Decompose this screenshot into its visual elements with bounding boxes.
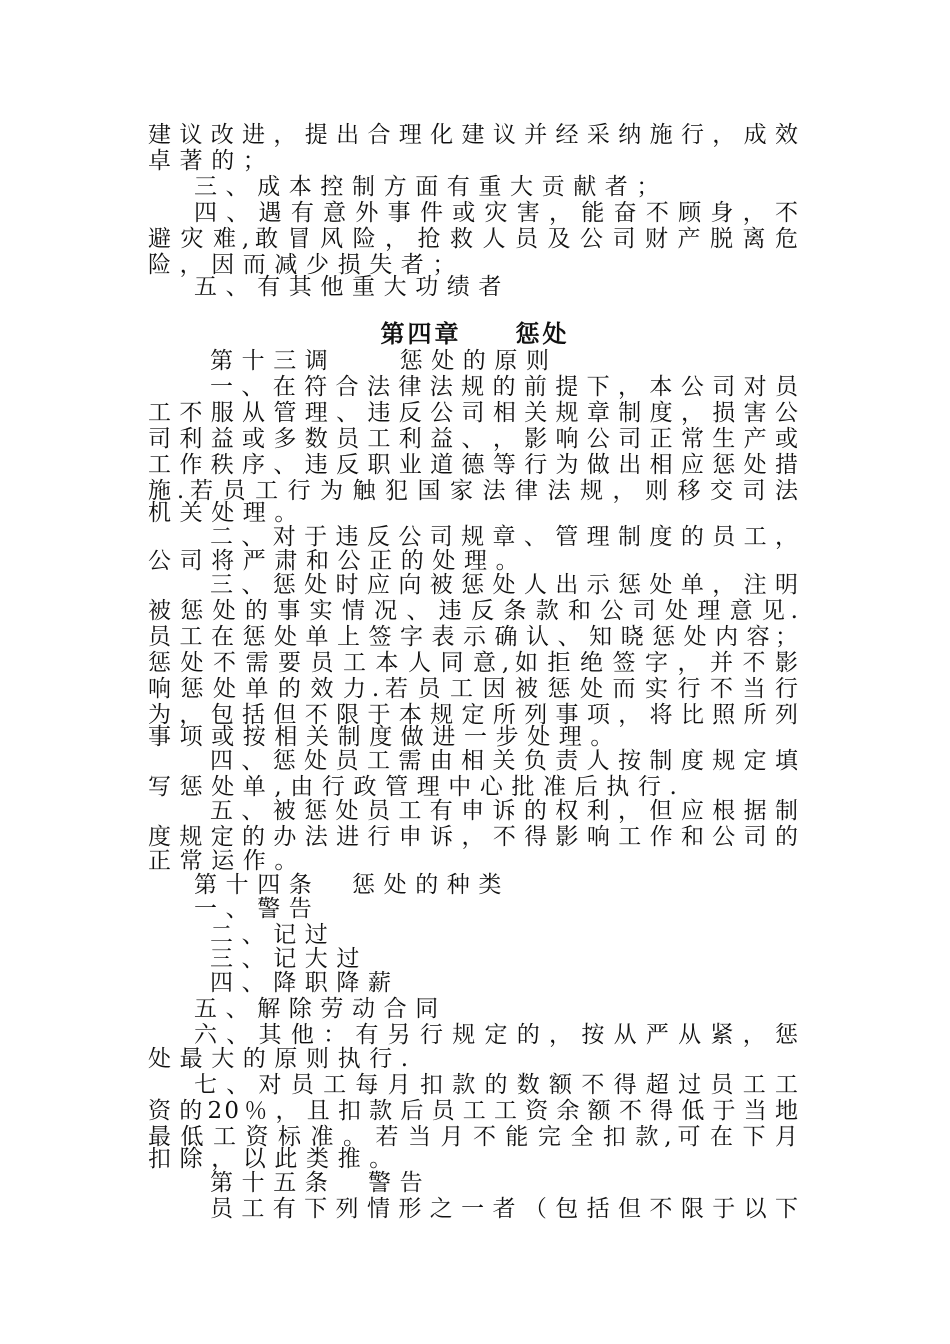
text-line: 公司将严肃和公正的处理。 <box>148 548 528 574</box>
list-item: 五、解除劳动合同 <box>194 996 447 1022</box>
list-item: 二、记过 <box>210 922 337 948</box>
text-line: 工 作 秩 序 、 违 反 职 业 道 德 等 行 为 做 出 相 应 惩 处 措 <box>148 452 798 478</box>
text-line: 资 的 2 0 ％ ， 且 扣 款 后 员 工 工 资 余 额 不 得 低 于 当 地 <box>148 1098 798 1124</box>
chapter-title: 第四章 惩处 <box>380 320 570 348</box>
text-line: 度 规 定 的 办 法 进 行 申 诉 ， 不 得 影 响 工 作 和 公 司 的 <box>148 824 798 850</box>
text-line: 扣除，以此类推。 <box>148 1146 401 1172</box>
text-line: 事项或按相关制度做进一步处理。 <box>148 724 622 750</box>
section-heading: 第十五条 警告 <box>210 1170 432 1196</box>
text-line: 机关处理。 <box>148 500 306 526</box>
text-line: 二 、 对 于 违 反 公 司 规 章 、 管 理 制 度 的 员 工 ， <box>210 524 798 550</box>
text-line: 正常运作。 <box>148 848 306 874</box>
text-line: 四 、 遇 有 意 外 事 件 或 灾 害 ， 能 奋 不 顾 身 ， 不 <box>194 200 798 226</box>
list-item: 三、记大过 <box>210 946 368 972</box>
text-line: 卓著的； <box>148 148 275 174</box>
text-line: 最 低 工 资 标 准 。 若 当 月 不 能 完 全 扣 款 , 可 在 下 月 <box>148 1124 798 1150</box>
list-item: 七 、 对 员 工 每 月 扣 款 的 数 额 不 得 超 过 员 工 工 <box>194 1072 798 1098</box>
list-item: 六 、 其 他 ： 有 另 行 规 定 的 ， 按 从 严 从 紧 ， 惩 <box>194 1022 798 1048</box>
text-line: 被 惩 处 的 事 实 情 况 、 违 反 条 款 和 公 司 处 理 意 见 . <box>148 598 798 624</box>
text-line: 处最大的原则执行. <box>148 1046 417 1072</box>
text-line: 施 . 若 员 工 行 为 触 犯 国 家 法 律 法 规 ， 则 移 交 司 法 <box>148 478 798 504</box>
text-line: 员 工 有 下 列 情 形 之 一 者 （ 包 括 但 不 限 于 以 下 <box>210 1196 798 1222</box>
text-line: 惩 处 不 需 要 员 工 本 人 同 意 , 如 拒 绝 签 字 ， 并 不 影 <box>148 650 798 676</box>
text-line: 建 议 改 进 ， 提 出 合 理 化 建 议 并 经 采 纳 施 行 ， 成 效 <box>148 122 798 148</box>
text-line: 一 、 在 符 合 法 律 法 规 的 前 提 下 ， 本 公 司 对 员 <box>210 374 798 400</box>
text-line: 五 、 被 惩 处 员 工 有 申 诉 的 权 利 ， 但 应 根 据 制 <box>210 798 798 824</box>
text-line: 响 惩 处 单 的 效 力 . 若 员 工 因 被 惩 处 而 实 行 不 当 行 <box>148 676 798 702</box>
text-line: 避 灾 难 , 敢 冒 风 险 ， 抢 救 人 员 及 公 司 财 产 脱 离 危 <box>148 226 798 252</box>
text-line: 四 、 惩 处 员 工 需 由 相 关 负 责 人 按 制 度 规 定 填 <box>210 748 798 774</box>
text-line: 五、有其他重大功绩者 <box>194 274 510 300</box>
text-line: 三、成本控制方面有重大贡献者； <box>194 174 668 200</box>
text-line: 司 利 益 或 多 数 员 工 利 益 、 ， 影 响 公 司 正 常 生 产 或 <box>148 426 798 452</box>
text-line: 员 工 在 惩 处 单 上 签 字 表 示 确 认 、 知 晓 惩 处 内 容 ； <box>148 624 798 650</box>
text-line: 为 ， 包 括 但 不 限 于 本 规 定 所 列 事 项 ， 将 比 照 所 列 <box>148 702 798 728</box>
list-item: 一、警告 <box>194 896 321 922</box>
text-line: 三 、 惩 处 时 应 向 被 惩 处 人 出 示 惩 处 单 ， 注 明 <box>210 572 798 598</box>
text-line: 工 不 服 从 管 理 、 违 反 公 司 相 关 规 章 制 度 ， 损 害 公 <box>148 400 798 426</box>
list-item: 四、降职降薪 <box>210 970 400 996</box>
section-heading: 第十三调 惩处的原则 <box>210 348 558 374</box>
text-line: 写惩处单,由行政管理中心批准后执行. <box>148 774 686 800</box>
section-heading: 第十四条 惩处的种类 <box>194 872 510 898</box>
text-line: 险，因而减少损失者； <box>148 252 464 278</box>
